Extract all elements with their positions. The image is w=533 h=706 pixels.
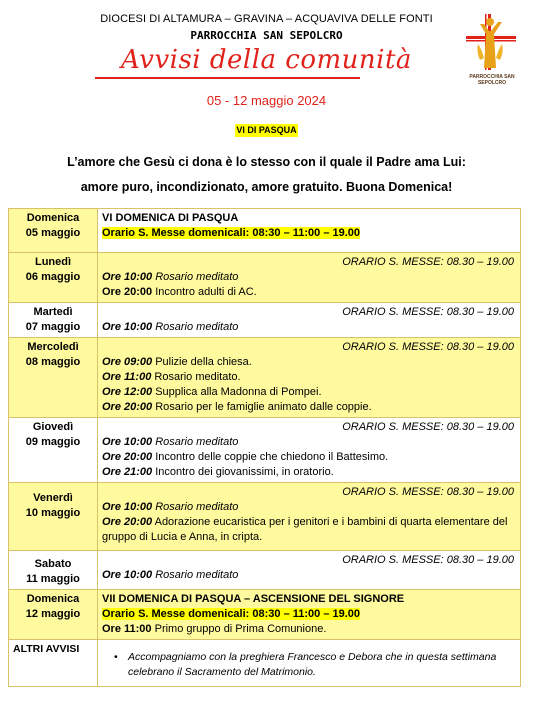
event-line [102,370,516,385]
day-date: 12 maggio [25,608,81,620]
day-name: Domenica [26,212,80,224]
mass-schedule-note: ORARIO S. MESSE: 08.30 – 19.00 [342,486,514,498]
event-text: Rosario meditato [152,436,239,448]
event-line [102,355,516,370]
day-name: Martedì [33,306,73,318]
day-name: Domenica [26,593,80,605]
event-time: Ore 10:00 [102,436,153,448]
event-time: Ore 10:00 [102,271,153,283]
day-cell [9,418,98,483]
event-line [102,465,516,480]
event-line [102,320,516,335]
mass-times: Orario S. Messe domenicali: 08:30 – 11:00 – 19.00 [102,227,361,239]
table-row [9,338,521,418]
day-cell [9,209,98,253]
event-line [102,435,516,450]
event-time: Ore 11:00 [102,371,152,383]
day-name: Venerdì [33,492,73,504]
event-text: Incontro dei giovanissimi, in oratorio. [152,466,334,478]
event-time: Ore 20:00 [102,286,153,298]
day-cell [9,551,98,590]
table-row [9,640,521,687]
other-notices-list [102,650,516,680]
event-text: Rosario per le famiglie animato dalle coppie. [152,401,372,413]
event-time: Ore 09:00 [102,356,153,368]
day-name: Giovedì [32,421,74,433]
logo-caption: PARROCCHIA SAN SEPOLCRO [469,74,515,86]
event-text: Pulizie della chiesa. [152,356,252,368]
event-text: Rosario meditato [152,501,239,513]
weekly-schedule-table [8,208,521,687]
day-cell [9,483,98,551]
day-content [98,338,521,418]
event-text: Rosario meditato [152,321,239,333]
event-line [102,450,516,465]
day-content [98,418,521,483]
day-date: 06 maggio [25,271,81,283]
table-row [9,418,521,483]
event-time: Ore 21:00 [102,466,153,478]
event-time: Ore 10:00 [102,501,153,513]
diocese-name: DIOCESI DI ALTAMURA – GRAVINA – ACQUAVIVA DELLE FONTI [100,13,433,25]
event-line [102,270,516,285]
date-range: 05 - 12 maggio 2024 [206,93,327,108]
day-cell [9,253,98,303]
other-notices-label: ALTRI AVVISI [9,640,98,687]
event-line [102,400,516,415]
mass-schedule-note: ORARIO S. MESSE: 08.30 – 19.00 [342,256,514,268]
event-time: Ore 12:00 [102,386,153,398]
event-line [102,622,516,637]
page-title [0,45,533,75]
event-text: Adorazione eucaristica per i genitori e i bambini di quarta elementare del gruppo di Lucia e Anna, in cripta. [102,516,508,543]
day-cell [9,303,98,338]
event-line [102,500,516,515]
day-content [98,483,521,551]
day-date: 08 maggio [25,356,81,368]
mass-schedule-note: ORARIO S. MESSE: 08.30 – 19.00 [342,421,514,433]
day-content [98,209,521,253]
intro-line-1: L’amore che Gesù ci dona è lo stesso con il quale il Padre ama Lui: [67,155,466,169]
page-title-text: Avvisi della comunità [121,45,412,75]
intro-text [0,150,533,200]
event-text: Rosario meditato. [151,371,241,383]
parish-name: PARROCCHIA SAN SEPOLCRO [190,29,343,42]
feast-title: VII DOMENICA DI PASQUA – ASCENSIONE DEL SIGNORE [102,593,405,605]
day-content [98,590,521,640]
mass-times: Orario S. Messe domenicali: 08:30 – 11:00 – 19.00 [102,608,361,620]
event-text: Supplica alla Madonna di Pompei. [152,386,322,398]
mass-schedule-note: ORARIO S. MESSE: 08.30 – 19.00 [342,341,514,353]
day-name: Sabato [34,558,72,570]
event-time: Ore 20:00 [102,451,153,463]
day-date: 07 maggio [25,321,81,333]
day-name: Lunedì [34,256,72,268]
mass-schedule-note: ORARIO S. MESSE: 08.30 – 19.00 [342,554,514,566]
day-date: 05 maggio [25,227,81,239]
season-wrap [0,120,533,138]
event-time: Ore 20:00 [102,401,153,413]
event-line [102,285,516,300]
day-content [98,551,521,590]
table-row [9,551,521,590]
table-row [9,253,521,303]
event-time: Ore 11:00 [102,623,152,635]
day-cell [9,590,98,640]
day-date: 11 maggio [26,573,80,585]
day-name: Mercoledì [27,341,79,353]
event-text: Rosario meditato [152,271,239,283]
event-text: Incontro delle coppie che chiedono il Battesimo. [152,451,389,463]
event-time: Ore 10:00 [102,569,153,581]
day-content [98,253,521,303]
mass-schedule-note: ORARIO S. MESSE: 08.30 – 19.00 [342,306,514,318]
title-underline [95,77,360,79]
event-text: Incontro adulti di AC. [152,286,257,298]
day-cell [9,338,98,418]
day-date: 09 maggio [25,436,81,448]
event-line [102,515,516,545]
list-item: • Accompagniamo con la preghiera Francesco e Debora che in questa settimana celebrano il Sacramento del Matrimonio. [128,650,516,680]
table-row [9,209,521,253]
event-text: Rosario meditato [152,569,239,581]
event-line [102,385,516,400]
table-row [9,483,521,551]
season-label: VI DI PASQUA [236,125,297,135]
event-text: Primo gruppo di Prima Comunione. [151,623,327,635]
event-time: Ore 20:00 [102,516,153,528]
day-date: 10 maggio [25,507,81,519]
table-row [9,303,521,338]
event-line [102,568,516,583]
other-notices-content [98,640,521,687]
table-row [9,590,521,640]
intro-line-2: amore puro, incondizionato, amore gratuito. Buona Domenica! [80,180,453,194]
day-content [98,303,521,338]
event-time: Ore 10:00 [102,321,153,333]
feast-title: VI DOMENICA DI PASQUA [102,212,239,224]
